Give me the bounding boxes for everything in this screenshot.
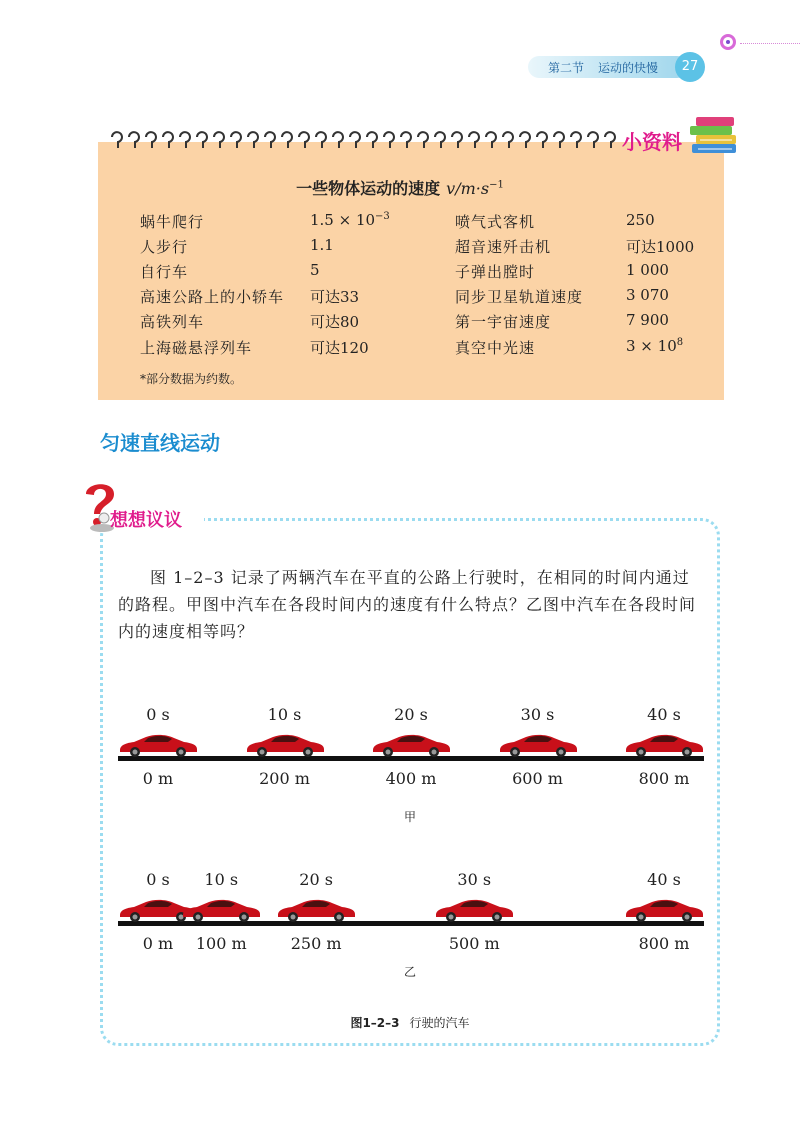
time-label: 0 s <box>146 705 170 724</box>
car-icon <box>434 897 514 923</box>
time-label: 40 s <box>647 870 681 889</box>
speed-value: 可达120 <box>310 339 369 357</box>
time-label: 30 s <box>520 705 555 724</box>
page-number: 27 <box>675 52 705 82</box>
speed-value: 1.1 <box>310 236 334 254</box>
distance-label: 250 m <box>290 934 342 953</box>
figure-sublabel: 乙 <box>403 965 417 979</box>
car-icon <box>624 732 704 758</box>
car-icon <box>371 732 451 758</box>
speed-object-name: 第一宇宙速度 <box>455 313 552 331</box>
speed-value: 可达80 <box>310 313 360 331</box>
time-label: 10 s <box>204 870 239 889</box>
distance-label: 800 m <box>638 934 690 953</box>
distance-label: 200 m <box>259 769 310 788</box>
info-title-text: 一些物体运动的速度 <box>296 179 441 198</box>
distance-label: 500 m <box>448 934 500 953</box>
speed-object-name: 超音速歼击机 <box>455 238 552 256</box>
header-title <box>548 59 672 76</box>
info-note: *部分数据为约数。 <box>140 372 243 386</box>
header-dotted-line <box>740 43 800 44</box>
car-icon <box>245 732 325 758</box>
info-title-unit <box>446 179 504 198</box>
distance-label: 400 m <box>385 769 437 788</box>
info-tag: 小资料 <box>622 130 682 154</box>
section-heading: 匀速直线运动 <box>100 431 220 455</box>
figure-number: 图1–2–3 <box>350 1016 400 1030</box>
think-label: 想想议议 <box>110 510 182 531</box>
car-icon <box>181 897 261 923</box>
spiral-binding-icon <box>108 128 618 152</box>
books-icon <box>686 114 742 158</box>
car-icon <box>276 897 356 923</box>
speed-object-name: 同步卫星轨道速度 <box>455 288 584 306</box>
speed-object-name: 上海磁悬浮列车 <box>140 339 253 357</box>
car-icon <box>118 732 198 758</box>
time-label: 30 s <box>457 870 492 889</box>
time-label: 20 s <box>299 870 333 889</box>
speed-value: 3 070 <box>626 286 669 304</box>
unit-text: v/m·s <box>446 179 490 198</box>
speed-object-name: 自行车 <box>140 263 189 281</box>
time-label: 0 s <box>146 870 170 889</box>
header-section: 第二节 <box>548 61 585 75</box>
speed-value: 可达33 <box>310 288 360 306</box>
info-title <box>0 176 800 199</box>
distance-label: 600 m <box>512 769 563 788</box>
figure-caption <box>350 1014 469 1031</box>
time-label: 40 s <box>647 705 681 724</box>
speed-object-name: 喷气式客机 <box>455 213 536 231</box>
speed-value: 1 000 <box>626 261 669 279</box>
car-icon <box>624 897 704 923</box>
speed-value: 7 900 <box>626 311 669 329</box>
speed-value: 可达1000 <box>626 238 695 256</box>
speed-value: $1.5 \times 10^{-3}$ <box>310 211 390 229</box>
speed-object-name: 子弹出膛时 <box>455 263 536 281</box>
question-text: 图 1–2–3 记录了两辆汽车在平直的公路上行驶时，在相同的时间内通过的路程。甲图中汽车在各段时间内的速度有什么特点？乙图中汽车在各段时间内的速度相等吗？ <box>118 568 697 641</box>
figure-caption-text: 行驶的汽车 <box>409 1016 470 1030</box>
figure-sublabel: 甲 <box>403 810 417 824</box>
distance-label: 100 m <box>195 934 247 953</box>
distance-label: 0 m <box>142 769 174 788</box>
time-label: 10 s <box>267 705 302 724</box>
speed-object-name: 真空中光速 <box>455 339 536 357</box>
car-icon <box>498 732 578 758</box>
header-circle-icon <box>720 34 736 50</box>
speed-value: 5 <box>310 261 320 279</box>
speed-object-name: 蜗牛爬行 <box>140 213 205 231</box>
speed-object-name: 高速公路上的小轿车 <box>140 288 285 306</box>
unit-exponent: −1 <box>489 179 504 191</box>
time-label: 20 s <box>394 705 428 724</box>
distance-label: 800 m <box>638 769 690 788</box>
speed-value: 250 <box>626 211 655 229</box>
speed-object-name: 高铁列车 <box>140 313 205 331</box>
distance-label: 0 m <box>142 934 174 953</box>
speed-value: $3 \times 10^8$ <box>626 337 684 355</box>
speed-object-name: 人步行 <box>140 238 189 256</box>
header-chapter-title: 运动的快慢 <box>598 61 659 75</box>
